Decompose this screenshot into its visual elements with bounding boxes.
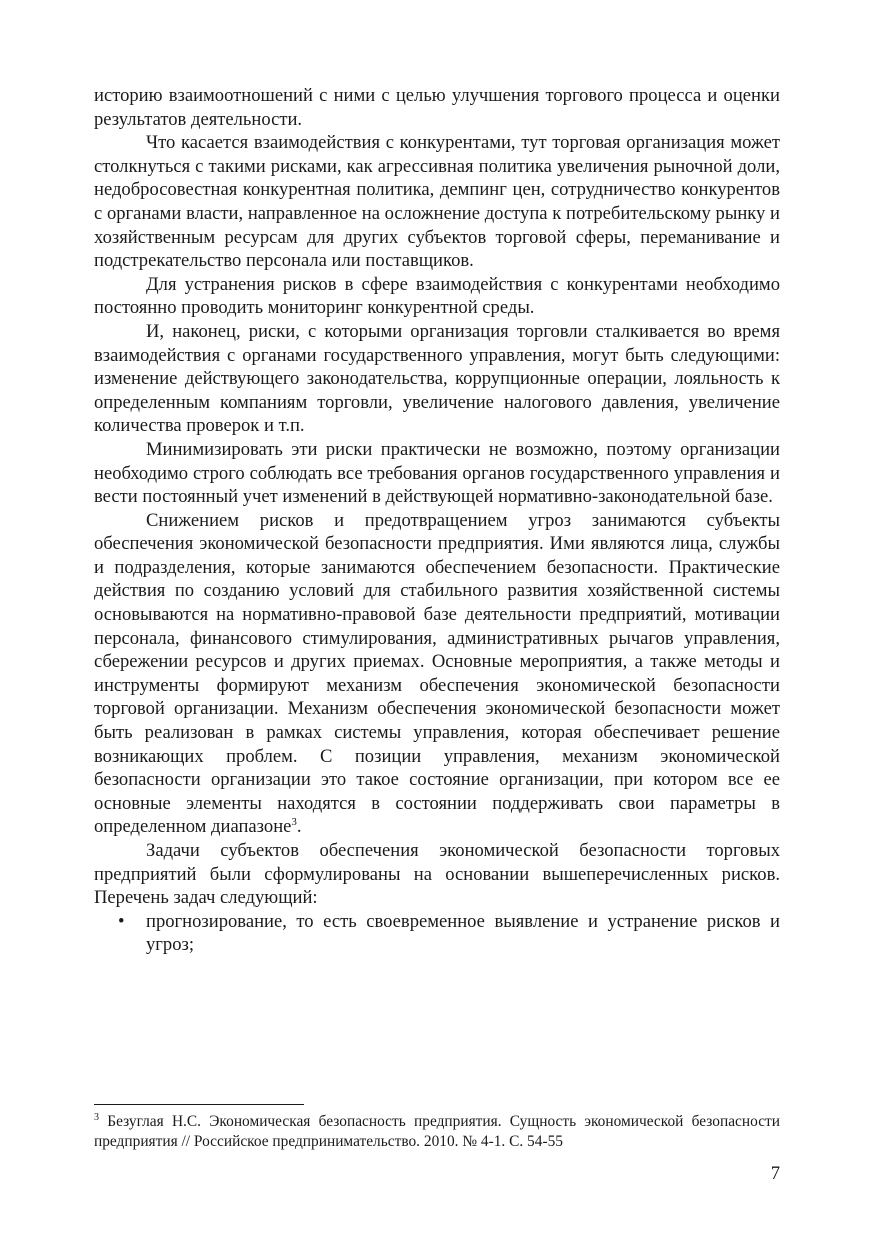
paragraph-4: И, наконец, риски, с которыми организация торговли сталкивается во время взаимодействия с органами государственного управления, могут быть следующими: изменение действующего законодательства, коррупционные операции, лояльность к определенным компаниям торговли, увеличение налогового давления, увеличение количества проверок и т.п. — [94, 320, 780, 437]
footnote-text: Безуглая Н.С. Экономическая безопасность предприятия. Сущность экономической безопасности предприятия // Российское предпринимательство. 2010. № 4-1. С. 54-55 — [94, 1113, 780, 1150]
paragraph-6 — [94, 509, 780, 839]
paragraph-3: Для устранения рисков в сфере взаимодействия с конкурентами необходимо постоянно проводить мониторинг конкурентной среды. — [94, 273, 780, 319]
main-text — [94, 84, 780, 957]
paragraph-7: Задачи субъектов обеспечения экономической безопасности торговых предприятий были сформулированы на основании вышеперечисленных рисков. Перечень задач следующий: — [94, 840, 780, 909]
paragraph-6-end: . — [296, 816, 302, 838]
paragraph-2: Что касается взаимодействия с конкурентами, тут торговая организация может столкнуться с такими рисками, как агрессивная политика увеличения рыночной доли, недобросовестная конкурентная политика, демпинг цен, сотрудничество конкурентов с органами власти, направленное на осложнение доступа к потребительскому рынку и хозяйственным ресурсам для других субъектов торговой сферы, переманивание и подстрекательство персонала или поставщиков. — [94, 132, 780, 272]
footnote-divider — [94, 1104, 304, 1105]
page-body — [94, 84, 780, 957]
list-item — [94, 910, 780, 957]
task-list — [94, 910, 780, 957]
footnote-marker: 3 — [94, 1111, 99, 1123]
list-item-text: прогнозирование, то есть своевременное выявление и устранение рисков и угроз; — [146, 910, 780, 956]
footnote-reference: 3 — [291, 816, 297, 829]
paragraph-1: историю взаимоотношений с ними с целью улучшения торгового процесса и оценки результатов деятельности. — [94, 85, 780, 130]
page-number: 7 — [770, 1163, 780, 1184]
paragraph-6-text: Снижением рисков и предотвращением угроз занимаются субъекты обеспечения экономической безопасности предприятия. Ими являются лица, службы и подразделения, которые занимаются обеспечением безопасности. Практические действия по созданию условий для стабильного развития хозяйственной системы основываются на нормативно-правовой базе деятельности предприятий, мотивации персонала, финансового стимулирования, административных рычагов управления, сбережении ресурсов и других приемах. Основные мероприятия, а также методы и инструменты формируют механизм обеспечения экономической безопасности торговой организации. Механизм обеспечения экономической безопасности может быть реализован в рамках системы управления, которая обеспечивает решение возникающих проблем. С позиции управления, механизм экономической безопасности организации это такое состояние организации, при котором все ее основные элементы находятся в состоянии поддерживать свои параметры в определенном диапазоне — [94, 509, 780, 838]
footnote — [94, 1112, 780, 1152]
bullet-icon: • — [118, 910, 125, 932]
paragraph-5: Минимизировать эти риски практически не возможно, поэтому организации необходимо строго соблюдать все требования органов государственного управления и вести постоянный учет изменений в действующей нормативно-законодательной базе. — [94, 438, 780, 508]
